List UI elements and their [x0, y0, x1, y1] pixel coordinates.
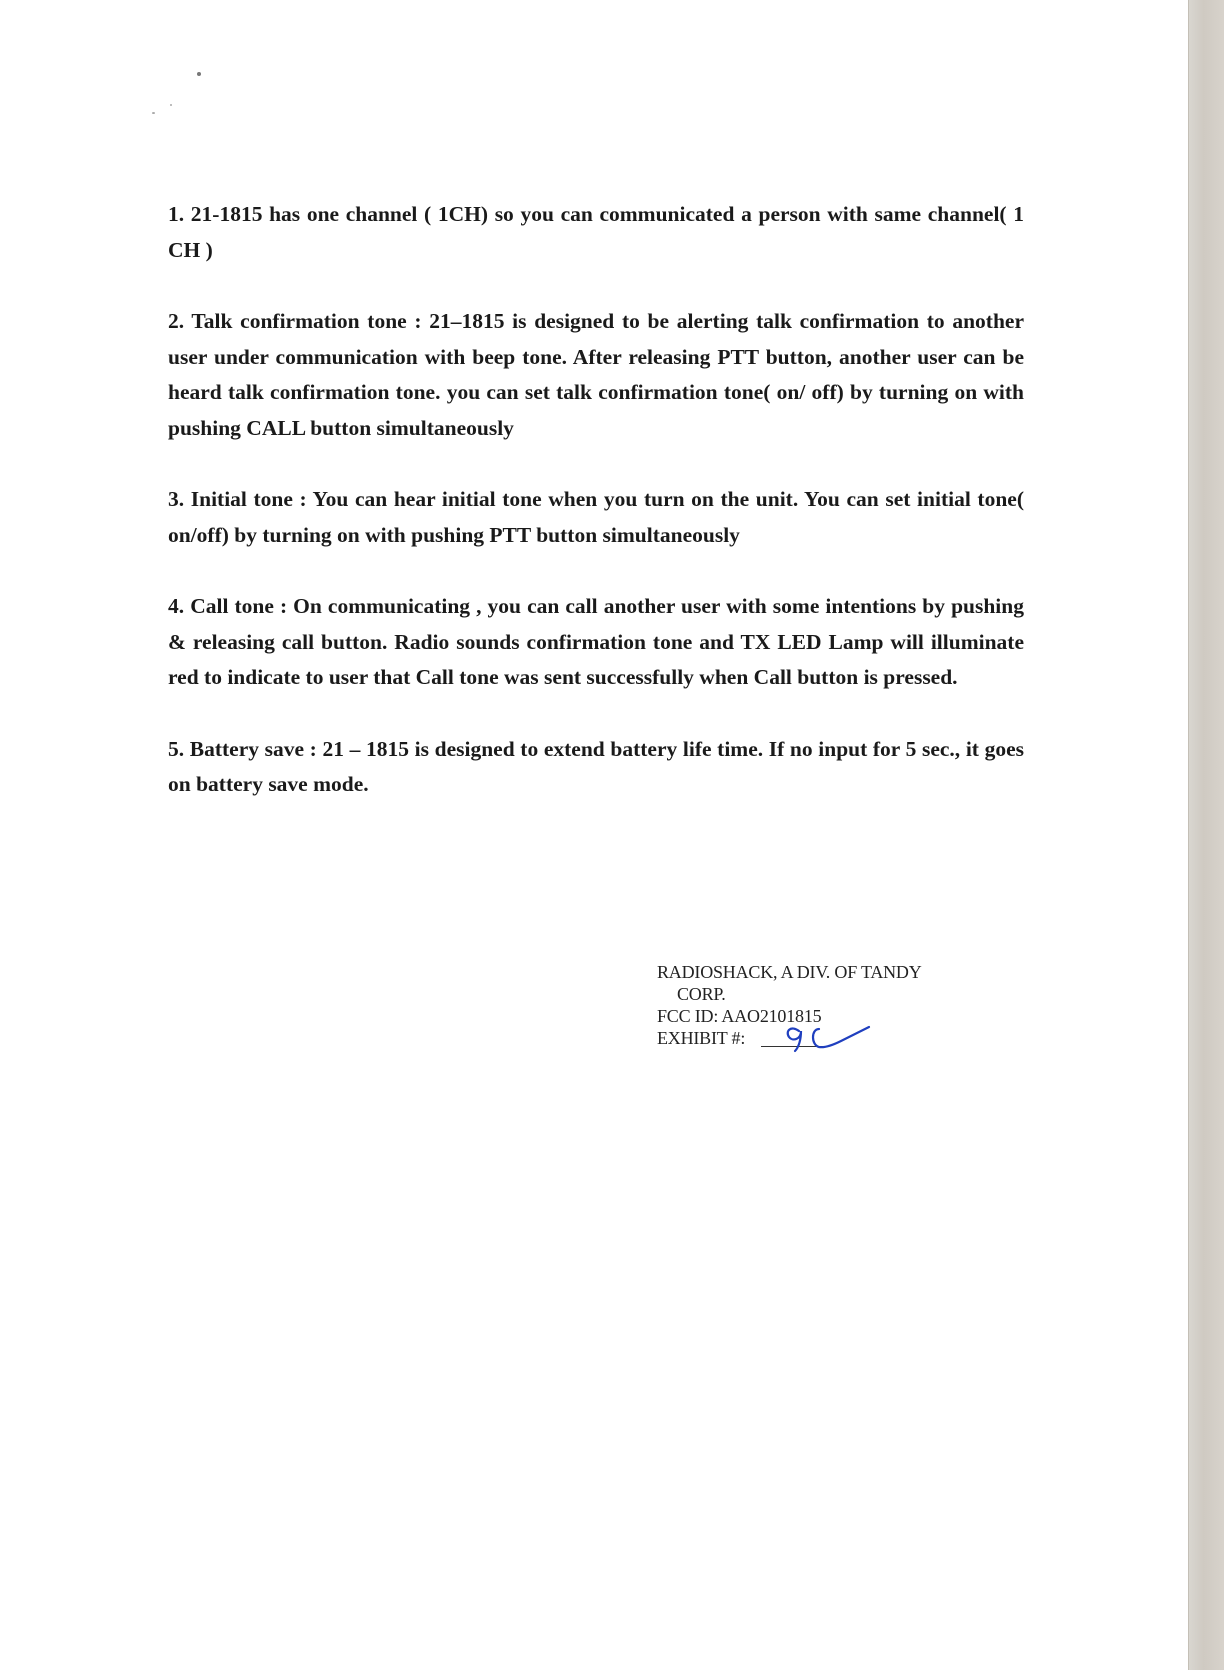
document-body: [168, 197, 1024, 803]
scan-speck: [197, 72, 201, 76]
handwritten-exhibit-number: [761, 1017, 881, 1057]
scan-edge: [1188, 0, 1224, 1670]
signature-block: [657, 961, 922, 1049]
scan-speck: [152, 112, 155, 114]
paragraph-battery-save: 5. Battery save : 21 – 1815 is designed to extend battery life time. If no input for 5 sec., it goes on battery save mode.: [168, 736, 1024, 796]
scan-speck: [170, 104, 172, 106]
exhibit-row: [657, 1027, 922, 1049]
company-name-line2: CORP.: [677, 984, 726, 1004]
paragraph-channel: 1. 21-1815 has one channel ( 1CH) so you can communicated a person with same channel( 1 CH ): [168, 202, 1024, 262]
paragraph-initial-tone: 3. Initial tone : You can hear initial tone when you turn on the unit. You can set initial tone( on/off) by turning on with pushing PTT button simultaneously: [168, 487, 1024, 547]
paragraph-talk-confirmation-tone: 2. Talk confirmation tone : 21–1815 is designed to be alerting talk confirmation to another user under communication with beep tone. After releasing PTT button, another user can be heard talk confirmation tone. you can set talk confirmation tone( on/ off) by turning on with pushing CALL button simultaneously: [168, 309, 1024, 440]
company-name-line1: RADIOSHACK, A DIV. OF TANDY: [657, 962, 922, 982]
paragraph-call-tone: 4. Call tone : On communicating , you can call another user with some intentions by pushing & releasing call button. Radio sounds confirmation tone and TX LED Lamp will illuminate red to indicate to user that Call tone was sent successfully when Call button is pressed.: [168, 594, 1024, 689]
fcc-id: FCC ID: AAO2101815: [657, 1006, 822, 1026]
exhibit-label: EXHIBIT #:: [657, 1028, 746, 1048]
